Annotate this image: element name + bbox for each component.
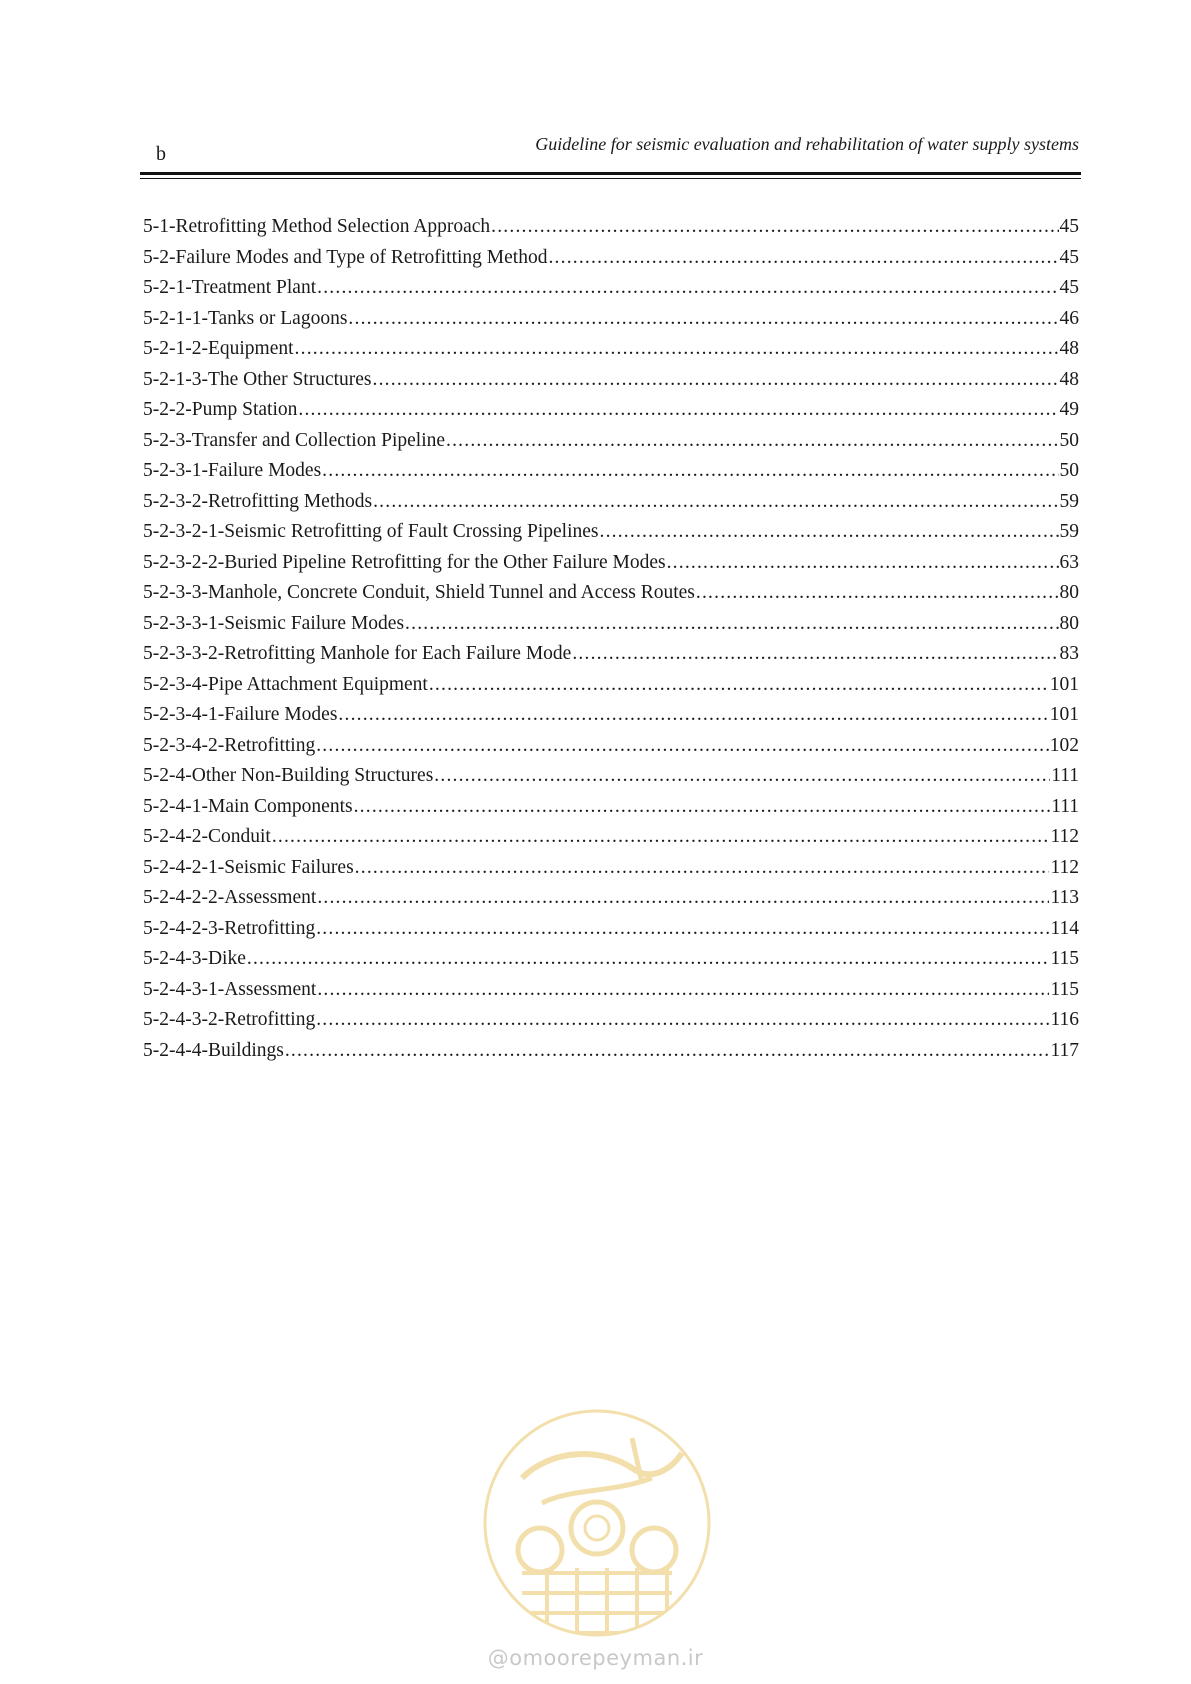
toc-dot-leader	[667, 548, 1059, 579]
toc-entry-page: 112	[1050, 826, 1079, 847]
watermark-url: @omoorepeyman.ir	[487, 1646, 704, 1670]
toc-entry	[143, 792, 1079, 823]
toc-entry	[143, 243, 1079, 274]
toc-entry-title: 5-2-3-4-2-Retrofitting	[143, 734, 316, 756]
toc-entry-page: 50	[1059, 460, 1079, 481]
toc-entry-title: 5-2-3-2-Retrofitting Methods	[143, 490, 373, 512]
toc-entry	[143, 700, 1079, 731]
toc-entry	[143, 1036, 1079, 1067]
toc-entry	[143, 883, 1079, 914]
toc-entry-title: 5-2-3-1-Failure Modes	[143, 460, 322, 481]
toc-dot-leader	[446, 426, 1058, 457]
toc-dot-leader	[316, 914, 1049, 945]
toc-entry-title: 5-2-1-1-Tanks or Lagoons	[143, 307, 348, 329]
toc-entry-title: 5-2-3-4-Pipe Attachment Equipment	[143, 673, 428, 695]
toc-dot-leader	[272, 822, 1050, 853]
toc-dot-leader	[696, 578, 1059, 609]
toc-entry-title: 5-2-3-Transfer and Collection Pipeline	[143, 429, 446, 451]
toc-entry	[143, 975, 1079, 1006]
toc-entry-page: 111	[1051, 795, 1079, 817]
toc-entry	[143, 609, 1079, 640]
toc-entry-page: 101	[1049, 673, 1079, 695]
toc-entry-page: 45	[1059, 277, 1079, 298]
toc-entry-page: 59	[1059, 521, 1079, 542]
running-title: Guideline for seismic evaluation and rehabilitation of water supply systems	[535, 134, 1079, 154]
toc-entry-title: 5-2-1-2-Equipment	[143, 338, 294, 359]
toc-entry-page: 45	[1059, 216, 1079, 237]
toc-entry-title: 5-2-3-2-2-Buried Pipeline Retrofitting for the Other Failure Modes	[143, 551, 666, 573]
toc-dot-leader	[298, 395, 1058, 426]
toc-entry	[143, 578, 1079, 609]
page-letter: b	[156, 143, 166, 165]
toc-dot-leader	[548, 243, 1058, 274]
toc-entry-page: 48	[1059, 338, 1079, 359]
toc-entry	[143, 1005, 1079, 1036]
toc-dot-leader	[373, 365, 1059, 396]
toc-dot-leader	[600, 517, 1059, 548]
toc-dot-leader	[338, 700, 1048, 731]
toc-entry-title: 5-2-1-Treatment Plant	[143, 277, 317, 298]
toc-entry-title: 5-2-4-2-3-Retrofitting	[143, 917, 316, 939]
toc-entry-title: 5-2-3-3-2-Retrofitting Manhole for Each Failure Mode	[143, 643, 572, 664]
toc-entry-page: 45	[1059, 246, 1079, 268]
toc-dot-leader	[295, 334, 1059, 365]
toc-dot-leader	[317, 883, 1049, 914]
toc-entry	[143, 639, 1079, 670]
toc-dot-leader	[572, 639, 1058, 670]
toc-entry-page: 117	[1050, 1039, 1079, 1061]
toc-entry	[143, 670, 1079, 701]
toc-entry-title: 5-1-Retrofitting Method Selection Approach	[143, 216, 491, 237]
toc-entry	[143, 426, 1079, 457]
toc-entry-title: 5-2-4-2-Conduit	[143, 826, 271, 847]
toc-dot-leader	[348, 304, 1058, 335]
toc-entry-title: 5-2-3-3-1-Seismic Failure Modes	[143, 612, 405, 634]
header-rule-thick	[140, 172, 1081, 175]
toc-entry-title: 5-2-3-3-Manhole, Concrete Conduit, Shield Tunnel and Access Routes	[143, 582, 695, 603]
toc-dot-leader	[434, 761, 1050, 792]
toc-entry-page: 115	[1050, 978, 1079, 1000]
toc-entry	[143, 456, 1079, 487]
toc-dot-leader	[491, 212, 1058, 243]
toc-entry	[143, 395, 1079, 426]
toc-entry-page: 102	[1049, 734, 1079, 756]
toc-entry-page: 80	[1059, 582, 1079, 603]
toc-entry	[143, 731, 1079, 762]
toc-dot-leader	[317, 975, 1049, 1006]
toc-dot-leader	[373, 487, 1058, 518]
toc-entry-title: 5-2-4-3-1-Assessment	[143, 978, 317, 1000]
toc-entry-title: 5-2-4-2-2-Assessment	[143, 887, 317, 908]
toc-entry-page: 50	[1059, 429, 1079, 451]
toc-dot-leader	[355, 853, 1050, 884]
toc-entry-title: 5-2-2-Pump Station	[143, 399, 298, 420]
toc-entry	[143, 304, 1079, 335]
toc-dot-leader	[405, 609, 1058, 640]
toc-entry-page: 46	[1059, 307, 1079, 329]
toc-entry-title: 5-2-3-4-1-Failure Modes	[143, 704, 338, 725]
toc-entry-page: 63	[1059, 551, 1079, 573]
toc-entry-page: 114	[1050, 917, 1079, 939]
toc-entry-page: 83	[1059, 643, 1079, 664]
toc-entry-page: 112	[1050, 856, 1079, 878]
header-rule-thin	[140, 178, 1081, 179]
toc-dot-leader	[322, 456, 1058, 487]
toc-entry-page: 80	[1059, 612, 1079, 634]
toc-entry-title: 5-2-4-3-2-Retrofitting	[143, 1009, 316, 1030]
toc-entry-page: 49	[1059, 399, 1079, 420]
toc-entry-title: 5-2-Failure Modes and Type of Retrofitting Method	[143, 246, 548, 268]
toc-entry	[143, 853, 1079, 884]
toc-dot-leader	[247, 944, 1050, 975]
toc-dot-leader	[317, 273, 1058, 304]
toc-entry	[143, 914, 1079, 945]
toc-entry-page: 116	[1050, 1009, 1079, 1030]
toc-entry-page: 48	[1059, 368, 1079, 390]
toc-entry-title: 5-2-4-3-Dike	[143, 948, 246, 969]
toc-dot-leader	[316, 1005, 1049, 1036]
toc-dot-leader	[285, 1036, 1050, 1067]
toc-entry	[143, 334, 1079, 365]
toc-entry-title: 5-2-3-2-1-Seismic Retrofitting of Fault Crossing Pipelines	[143, 521, 599, 542]
table-of-contents	[143, 212, 1079, 1066]
toc-entry	[143, 548, 1079, 579]
toc-entry	[143, 517, 1079, 548]
toc-entry-title: 5-2-1-3-The Other Structures	[143, 368, 372, 390]
toc-entry	[143, 273, 1079, 304]
toc-dot-leader	[354, 792, 1051, 823]
toc-entry-page: 59	[1059, 490, 1079, 512]
toc-entry-title: 5-2-4-Other Non-Building Structures	[143, 765, 434, 786]
toc-entry	[143, 212, 1079, 243]
toc-entry	[143, 944, 1079, 975]
toc-entry-title: 5-2-4-2-1-Seismic Failures	[143, 856, 354, 878]
toc-entry-title: 5-2-4-4-Buildings	[143, 1039, 284, 1061]
toc-dot-leader	[429, 670, 1049, 701]
toc-dot-leader	[316, 731, 1049, 762]
toc-entry	[143, 822, 1079, 853]
toc-entry-page: 113	[1050, 887, 1079, 908]
toc-entry-page: 101	[1049, 704, 1079, 725]
toc-entry-page: 111	[1051, 765, 1079, 786]
toc-entry-page: 115	[1050, 948, 1079, 969]
toc-entry	[143, 487, 1079, 518]
toc-entry-title: 5-2-4-1-Main Components	[143, 795, 353, 817]
toc-entry	[143, 761, 1079, 792]
omoorepeyman-seal-icon	[482, 1408, 712, 1638]
toc-entry	[143, 365, 1079, 396]
